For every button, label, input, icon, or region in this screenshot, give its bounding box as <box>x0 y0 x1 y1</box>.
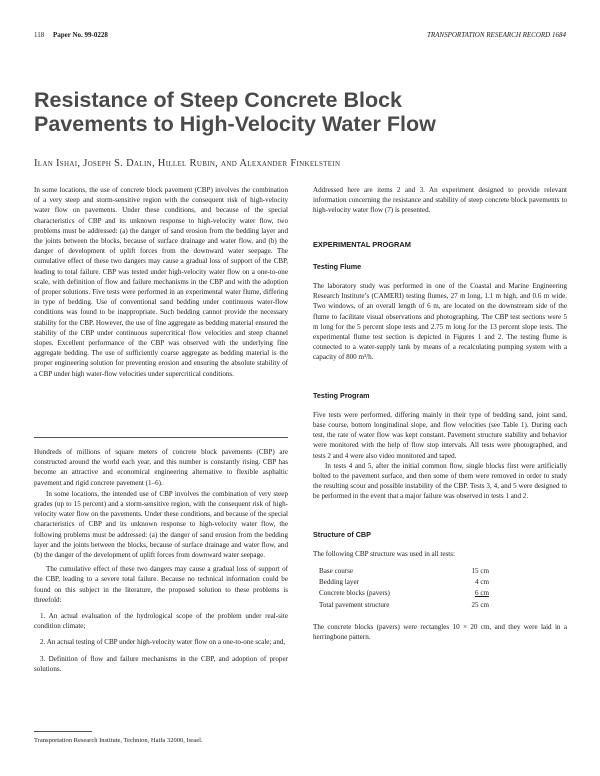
journal-name: TRANSPORTATION RESEARCH RECORD 1684 <box>426 31 566 39</box>
list-item: 3. Definition of flow and failure mechanisms in the CBP, and adoption of proper solutions. <box>34 654 288 673</box>
layer-name: Total pavement structure <box>319 600 390 609</box>
table-row <box>319 599 489 610</box>
section-heading: EXPERIMENTAL PROGRAM <box>313 239 411 249</box>
program-paragraph-1: Five tests were performed, differing mainly in their type of bedding sand, joint sand, base course, bottom longitudinal slope, and flow velocities (see Table 1). During each test, the rate of water flow was kept constant. Pavement structure stability and behavior were monitored with the help of flow stop intervals. All tests were photographed, and tests 2 and 4 were also video monitored and taped. <box>313 410 567 460</box>
subsection-heading-program: Testing Program <box>313 390 370 400</box>
footnote: Transportation Research Institute, Technion, Haifa 32000, Israel. <box>34 737 203 744</box>
list-item: 1. An actual evaluation of the hydrological scope of the problem under real-site condition climate; <box>34 612 288 631</box>
abstract-text: In some locations, the use of concrete block pavement (CBP) involves the combination of a very steep and storm-sensitive region with the consequent risk of high-velocity water flow on pavements. Under these conditions, and because of the special characteristics of CBP and its unknown response to high-velocity water flow, two problems must be addressed: (a) the danger of sand erosion from the bedding layer and the joints between the blocks, because of surface drainage and water flow, and (b) the danger of development of uplift forces from the downward water seepage. The cumulative effect of these two dangers may cause a gradual loss of support of the CBP, leading to total failure. CBP was tested under high-velocity water flow on a one-to-one scale, with definition of flow and failure mechanisms in the CBP and with the adoption of proper solutions. Five tests were performed in an experimental water flume, differing in type of bedding. Use of conventional sand bedding under continuous water-flow conditions was found to be inappropriate. Such bedding cannot provide the necessary stability for the CBP. However, the use of fine aggregate as bedding material ensured the stability of the CBP under continuous supercritical flow velocities and steep channel slopes. Excellent performance of the CBP was observed with the underlying fine aggregate bedding. The use of sufficiently coarse aggregate as bedding material is the proper engineering solution for preventing erosion and ensuring the absolute stability of a CBP under high water-flow velocities under supercritical conditions. <box>34 186 288 378</box>
closing-paragraph: The concrete blocks (pavers) were rectangles 10 × 20 cm, and they were laid in a herringbone pattern. <box>313 623 567 642</box>
paper-number: Paper No. 99-0228 <box>53 31 108 39</box>
abstract <box>34 185 288 379</box>
author-list: Ilan Ishai, Joseph S. Dalin, Hillel Rubin, and Alexander Finkelstein <box>34 158 341 169</box>
layer-value: 25 cm <box>471 600 489 609</box>
subsection-heading-flume: Testing Flume <box>313 261 362 271</box>
abstract-divider <box>34 437 288 438</box>
list-item: 2. An actual testing of CBP under high-velocity water flow on a one-to-one scale; and, <box>40 638 286 647</box>
table-row <box>319 565 489 576</box>
layer-value: 4 cm <box>475 577 489 586</box>
layer-value: 6 cm <box>475 589 489 598</box>
structure-table <box>319 565 489 610</box>
subsection-heading-structure: Structure of CBP <box>313 529 371 539</box>
layer-name: Base course <box>319 566 354 575</box>
intro-paragraph-3: The cumulative effect of these two dangers may cause a gradual loss of support of the CBP, leading to a severe total failure. Because no technical information could be found on this subject in the literature, the proposed solution to these problems is threefold: <box>34 565 288 604</box>
layer-name: Bedding layer <box>319 577 359 586</box>
footnote-divider <box>34 731 92 732</box>
flume-text: The laboratory study was performed in one of the Coastal and Marine Engineering Research Institute’s (CAMERI) testing flumes, 27 m long, 1.1 m high, and 0.6 m wide. Two windows, of an overall length of 6 m, are located on the downstream side of the flume to facilitate visual observations and photographing. The CBP test sections were 5 m long for the 5 percent slope tests and 2.75 m long for the 13 percent slope tests. The experimental flume test section is depicted in Figures 1 and 2. The testing flume is connected to a water-supply tank by means of a recalculating pumping system with a capacity of 800 m³/h. <box>313 282 567 362</box>
layer-value: 15 cm <box>471 566 489 575</box>
structure-intro: The following CBP structure was used in all tests: <box>313 549 455 558</box>
article-title: Resistance of Steep Concrete Block Pavements to High-Velocity Water Flow <box>34 88 436 136</box>
right-intro-paragraph: Addressed here are items 2 and 3. An experiment designed to provide relevant information concerning the resistance and stability of steep concrete block pavements to high-velocity water flow (7) is presented. <box>313 186 567 215</box>
table-row <box>319 588 489 599</box>
table-row <box>319 576 489 587</box>
intro-paragraph-1: Hundreds of millions of square meters of concrete block pavements (CBP) are constructed around the world each year, and this number is constantly rising. CBP has become an attractive and economical engineering alternative to flexible asphaltic pavement and rigid concrete pavement (1–6). <box>34 448 288 487</box>
page-number: 118 <box>34 31 45 39</box>
program-paragraph-2: In tests 4 and 5, after the initial common flow, single blocks first were artificially bolted to the pavement surface, and then some of them were removed in order to study the resulting scour and possible instability of the CBP. Tests 3, 4, and 5 were designed to be performed in the event that a major failure was observed in tests 1 and 2. <box>313 461 567 501</box>
intro-paragraph-2: In some locations, the intended use of CBP involves the combination of very steep grades (up to 15 percent) and a storm-sensitive region, with the consequent risk of high-velocity water flow on the pavements. Under these conditions, and because of the special characteristics of CBP and its unknown response to high-velocity water flow, the following problems must be addressed: (a) the danger of sand erosion from the bedding layer and the joints between the blocks, because of surface drainage and water flow, and (b) the danger of the development of uplift forces from downward water seepage. <box>34 489 288 560</box>
layer-name: Concrete blocks (pavers) <box>319 589 390 598</box>
right-column <box>313 185 567 643</box>
introduction <box>34 447 288 674</box>
